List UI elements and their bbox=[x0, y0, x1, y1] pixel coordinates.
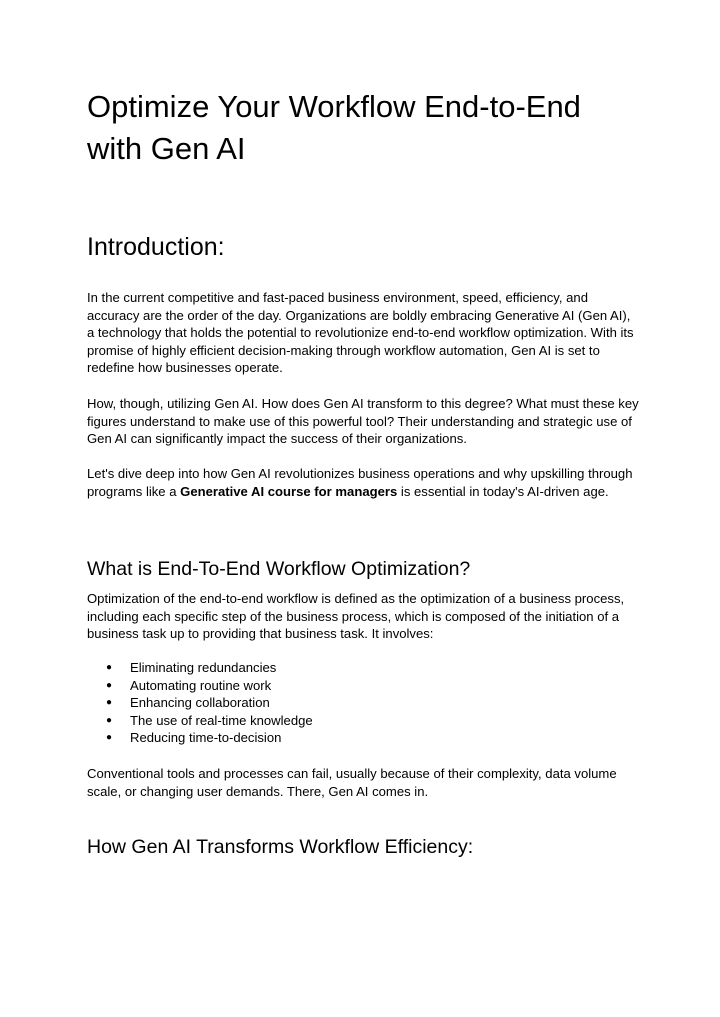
intro-paragraph-1: In the current competitive and fast-paced business environment, speed, efficiency, and accuracy are the order of the day. Organizations are boldly embracing Generative AI (Gen AI), a technology that holds the potential to revolutionize end-to-end workflow optimization. With its promise of highly efficient decision-making through workflow automation, Gen AI is set to redefine how businesses operate. bbox=[87, 290, 634, 376]
list-item-text: The use of real-time knowledge bbox=[130, 712, 313, 728]
list-item-text: Automating routine work bbox=[130, 677, 272, 693]
intro-paragraph-3 bbox=[87, 465, 639, 500]
list-item bbox=[87, 694, 313, 712]
document-title: Optimize Your Workflow End-to-End with Gen AI bbox=[87, 89, 581, 166]
introduction-heading: Introduction: bbox=[87, 233, 225, 261]
bullet-icon: ● bbox=[106, 697, 113, 709]
intro-paragraph-3-text-before: Let's dive deep into how Gen AI revolutionizes business operations and why upskilling through programs like a bbox=[87, 466, 633, 499]
benefits-list bbox=[87, 659, 313, 747]
intro-paragraph-3-text-after: is essential in today's AI-driven age. bbox=[397, 483, 609, 499]
list-item-text: Reducing time-to-decision bbox=[130, 730, 282, 746]
what-is-paragraph: Optimization of the end-to-end workflow is defined as the optimization of a business process, including each specific step of the business process, which is composed of the initiation of a business task up to providing that business task. It involves: bbox=[87, 591, 625, 642]
bullet-icon: ● bbox=[106, 732, 113, 744]
list-item-text: Eliminating redundancies bbox=[130, 660, 277, 675]
how-gen-ai-heading: How Gen AI Transforms Workflow Efficiency: bbox=[87, 836, 474, 858]
list-item bbox=[87, 712, 313, 730]
list-item bbox=[87, 677, 313, 695]
bullet-icon: ● bbox=[106, 714, 113, 726]
what-is-heading: What is End-To-End Workflow Optimization? bbox=[87, 558, 471, 580]
list-item bbox=[87, 729, 313, 747]
list-item bbox=[87, 659, 313, 677]
conventional-tools-paragraph: Conventional tools and processes can fail, usually because of their complexity, data volume scale, or changing user demands. There, Gen AI comes in. bbox=[87, 766, 617, 799]
bullet-icon: ● bbox=[106, 662, 113, 673]
list-item-text: Enhancing collaboration bbox=[130, 695, 270, 711]
course-link-text: Generative AI course for managers bbox=[180, 483, 398, 499]
bullet-icon: ● bbox=[106, 679, 113, 691]
intro-paragraph-2: How, though, utilizing Gen AI. How does Gen AI transform to this degree? What must these key figures understand to make use of this powerful tool? Their understanding and strategic use of Gen AI can significantly impact the success of their organizations. bbox=[87, 396, 639, 447]
